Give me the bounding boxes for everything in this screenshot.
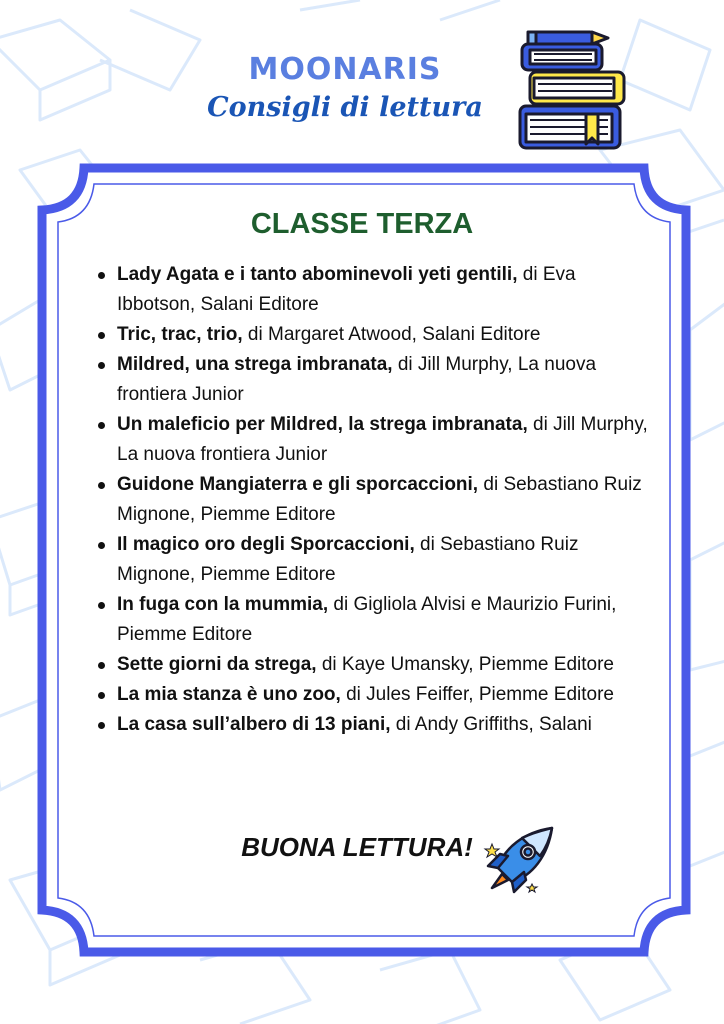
closing-message: BUONA LETTURA! (241, 832, 473, 862)
book-title: In fuga con la mummia, (117, 594, 329, 615)
book-details: di Andy Griffiths, Salani (390, 714, 592, 735)
book-details: di Jill Murphy, La nuova frontiera Junior (117, 354, 597, 405)
list-item (95, 260, 655, 320)
book-title: Sette giorni da strega, (117, 654, 317, 675)
page-subtitle: Consigli di lettura (207, 92, 483, 123)
book-title: Guidone Mangiaterra e gli sporcaccioni, (117, 474, 479, 495)
list-item (95, 530, 655, 590)
stacked-books-icon (512, 26, 632, 156)
book-details: di Gigliola Alvisi e Maurizio Furini, Piemme Editore (117, 594, 617, 645)
list-item (95, 680, 655, 710)
book-title: Tric, trac, trio, (117, 324, 243, 345)
book-details: di Kaye Umansky, Piemme Editore (316, 654, 614, 675)
list-item (95, 410, 655, 470)
book-title: La casa sull’albero di 13 piani, (117, 714, 391, 735)
book-details: di Sebastiano Ruiz Mignone, Piemme Editore (117, 474, 642, 525)
book-title: Un maleficio per Mildred, la strega imbranata, (117, 414, 528, 435)
book-details: di Sebastiano Ruiz Mignone, Piemme Editore (117, 534, 579, 585)
list-item (95, 470, 655, 530)
list-item (95, 350, 655, 410)
section-title: CLASSE TERZA (250, 208, 474, 240)
list-item (95, 650, 655, 680)
list-item (95, 710, 655, 740)
book-details: di Jules Feiffer, Piemme Editore (340, 684, 614, 705)
rocket-icon (482, 822, 560, 900)
book-title: La mia stanza è uno zoo, (117, 684, 341, 705)
book-title: Lady Agata e i tanto abominevoli yeti gentili, (117, 264, 518, 285)
book-list (95, 260, 655, 740)
book-title: Il magico oro degli Sporcaccioni, (117, 534, 415, 555)
list-item (95, 320, 655, 350)
book-title: Mildred, una strega imbranata, (117, 354, 393, 375)
list-item (95, 590, 655, 650)
page-title: MOONARIS (248, 52, 442, 87)
book-details: di Jill Murphy, La nuova frontiera Junior (117, 414, 648, 465)
book-details: di Margaret Atwood, Salani Editore (242, 324, 541, 345)
book-details: di Eva Ibbotson, Salani Editore (117, 264, 576, 315)
